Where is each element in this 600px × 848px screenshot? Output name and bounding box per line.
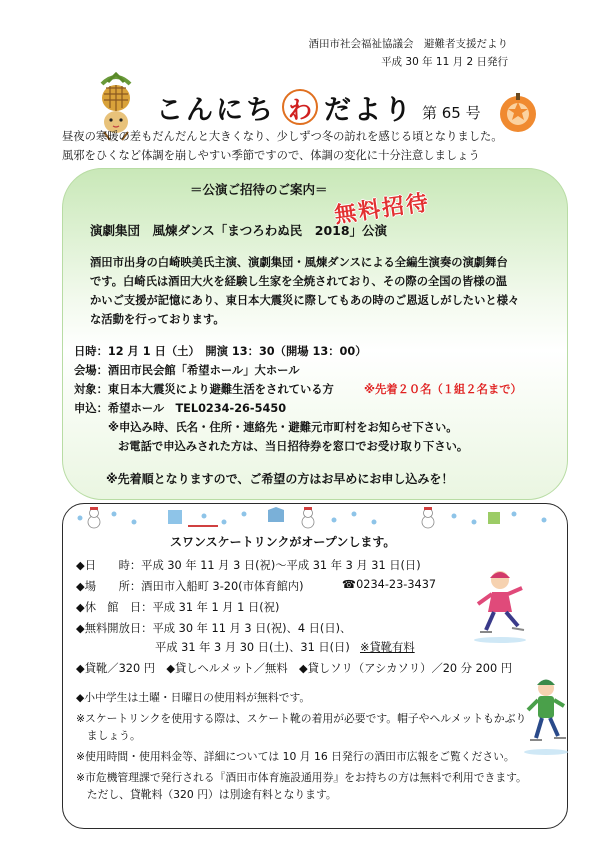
skate-note-5: ※市危機管理課で発行される『酒田市体育施設通用券』をお持ちの方は無料で利用できます。	[76, 771, 527, 784]
event-title: 演劇集団 風煉ダンス「まつろわぬ民 2018」公演	[90, 223, 388, 238]
intro-line-2: 風邪をひくなど体調を崩しやすい季節ですので、体調の変化に十分注意しましょう	[62, 149, 480, 162]
invite-apply-note-2: お電話で申込みされた方は、当日招待券を窓口でお受け取り下さい。	[118, 440, 469, 453]
persimmon-icon	[496, 90, 540, 134]
skate-free-day-2: 平成 31 年 3 月 30 日(土)、31 日(日)	[155, 641, 350, 654]
skater-boy-icon	[522, 676, 570, 758]
snow-decoration-icon	[74, 506, 558, 530]
skate-free-day-1: ◆無料開放日：平成 30 年 11 月 3 日(祝)、4 日(日)、	[76, 622, 352, 635]
skate-note-4: ※使用時間・使用料金等、詳細については 10 月 16 日発行の酒田市広報をご覧ください。	[76, 750, 515, 763]
free-invite-stamp: 無料招待	[333, 190, 432, 229]
skate-heading: スワンスケートリンクがオープンします。	[170, 535, 396, 549]
skate-place: ◆場 所：酒田市入船町 3-20(市体育館内)	[76, 580, 304, 593]
skate-note-3: ましょう。	[76, 729, 141, 742]
title-post: だより	[324, 94, 414, 126]
invite-body-4: な活動を行っております。	[90, 313, 225, 326]
skate-note-6: ただし、貸靴料（320 円）は別途有料となります。	[76, 788, 337, 801]
invite-body-3: かいご支援が記憶にあり、東日本大震災に際してもあの時のご恩返しがしたいと様々	[90, 294, 520, 307]
skate-note-1: ◆小中学生は土曜・日曜日の使用料が無料です。	[76, 691, 311, 704]
skate-fees: ◆貸靴／320 円 ◆貸しヘルメット／無料 ◆貸しソリ（アシカソリ）／20 分 200 円	[76, 662, 513, 675]
skate-period: ◆日 時：平成 30 年 11 月 3 日(祝)～平成 31 年 3 月 31 日(日)	[76, 559, 421, 572]
title-wa-circle: わ	[282, 89, 318, 125]
header-org: 酒田市社会福祉協議会 避難者支援だより	[308, 38, 508, 50]
intro-line-1: 昼夜の寒暖の差もだんだんと大きくなり、少しずつ冬の訪れを感じる頃となりました。	[62, 130, 503, 143]
invite-target: 対象：東日本大震災により避難生活をされている方	[74, 383, 334, 396]
invite-body-1: 酒田市出身の白崎映美氏主演、演劇集団・風煉ダンスによる全編生演奏の演劇舞台	[90, 256, 508, 269]
invite-target-note: ※先着２０名（１組２名まで）	[364, 383, 522, 396]
invite-venue: 会場：酒田市民会館「希望ホール」大ホール	[74, 364, 300, 377]
invite-closing: ※先着順となりますので、ご希望の方はお早めにお申し込みを！	[106, 472, 454, 486]
newsletter-title	[156, 84, 481, 130]
invite-datetime: 日時：12 月 1 日（土） 開演 13：30（開場 13：00）	[74, 345, 367, 358]
title-pre: こんにち	[156, 94, 276, 126]
skate-note-2: ※スケートリンクを使用する際は、スケート靴の着用が必要です。帽子やヘルメットもかぶり	[76, 712, 527, 725]
invite-apply-note-1: ※申込み時、氏名・住所・連絡先・避難元市町村をお知らせ下さい。	[108, 421, 458, 434]
invite-body-2: です。白崎氏は酒田大火を経験し生家を全焼されており、その際の全国の皆様の温	[90, 275, 508, 288]
skate-tel: ☎0234-23-3437	[342, 578, 437, 591]
skater-girl-icon	[470, 568, 530, 644]
invite-heading: ＝公演ご招待のご案内＝	[190, 182, 328, 197]
skate-closed-day: ◆休 館 日：平成 31 年 1 月 1 日(祝)	[76, 601, 280, 614]
skate-free-day-note: ※貸靴有料	[360, 641, 415, 654]
invite-apply: 申込：希望ホール TEL0234-26-5450	[74, 402, 287, 415]
header-date: 平成 30 年 11 月 2 日発行	[381, 56, 508, 68]
issue-number: 第 65 号	[422, 103, 481, 122]
